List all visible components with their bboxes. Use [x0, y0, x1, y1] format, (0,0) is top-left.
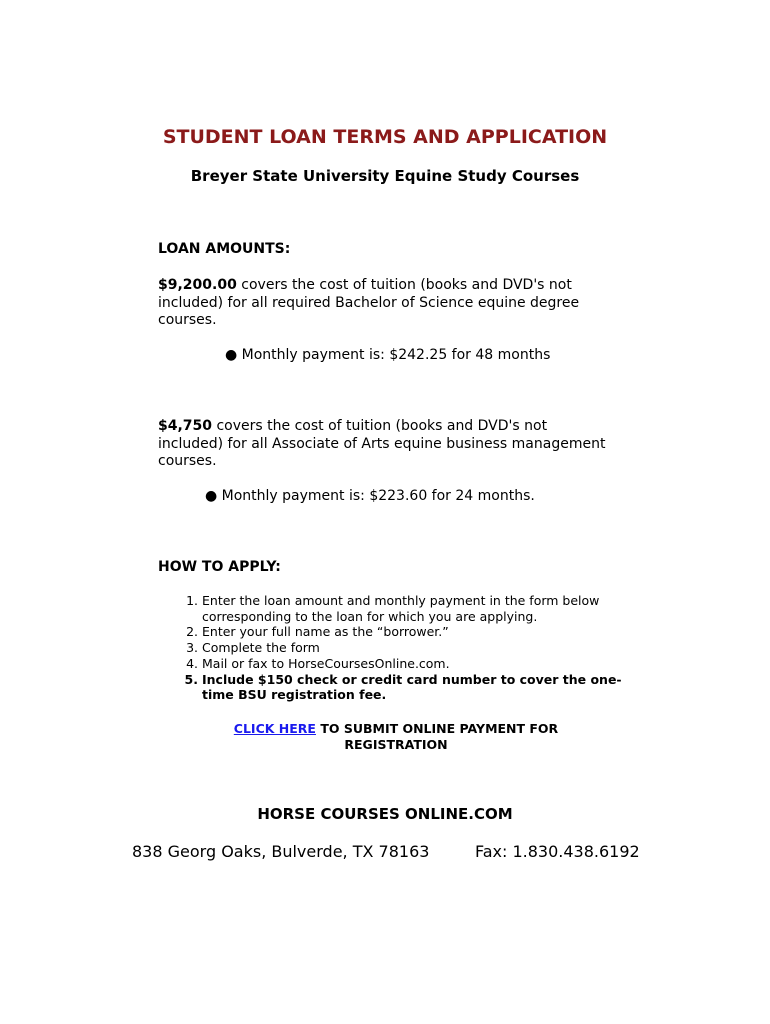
page-subtitle: Breyer State University Equine Study Courses [190, 167, 580, 185]
company-address: 838 Georg Oaks, Bulverde, TX 78163 [132, 842, 430, 861]
step-number: 1. [186, 593, 198, 608]
step-number: 4. [186, 655, 198, 671]
associate-loan-amount: $4,750 [158, 418, 213, 434]
step-number: 2. [186, 624, 198, 640]
step-number: 5. [184, 671, 198, 687]
associate-loan-paragraph [158, 418, 613, 471]
apply-steps-list [158, 593, 628, 703]
associate-loan-description: covers the cost of tuition (books and DVD's not included) for all Associate of Arts equine business management courses. [158, 418, 606, 469]
submit-payment-text: TO SUBMIT ONLINE PAYMENT FOR REGISTRATION [315, 721, 559, 752]
apply-step [158, 672, 628, 703]
step-text: Enter your full name as the “borrower.” [202, 624, 449, 640]
bachelor-loan-paragraph [158, 277, 613, 330]
bachelor-loan-description: covers the cost of tuition (books and DVD's not included) for all required Bachelor of Science equine degree courses. [158, 277, 580, 328]
apply-step [158, 640, 628, 656]
associate-monthly-payment: ● Monthly payment is: $223.60 for 24 months. [205, 488, 535, 504]
page-title: STUDENT LOAN TERMS AND APPLICATION [162, 126, 608, 148]
how-to-apply-heading: HOW TO APPLY: [158, 559, 281, 575]
loan-amounts-heading: LOAN AMOUNTS: [158, 241, 291, 257]
apply-step [158, 656, 628, 672]
bachelor-loan-amount: $9,200.00 [158, 277, 237, 293]
step-text: Enter the loan amount and monthly payment in the form below corresponding to the loan for which you are applying. [202, 593, 600, 624]
company-fax: Fax: 1.830.438.6192 [475, 842, 640, 861]
click-here-link[interactable]: CLICK HERE [233, 721, 316, 736]
company-name: HORSE COURSES ONLINE.COM [257, 805, 513, 823]
step-number: 3. [186, 640, 198, 656]
submit-payment-notice [220, 721, 572, 753]
apply-step [158, 624, 628, 640]
step-text: Include $150 check or credit card number to cover the one-time BSU registration fee. [202, 671, 622, 703]
bachelor-monthly-payment: ● Monthly payment is: $242.25 for 48 months [225, 347, 551, 363]
step-text: Complete the form [202, 640, 320, 656]
step-text: Mail or fax to HorseCoursesOnline.com. [202, 655, 450, 671]
apply-step [158, 593, 628, 624]
